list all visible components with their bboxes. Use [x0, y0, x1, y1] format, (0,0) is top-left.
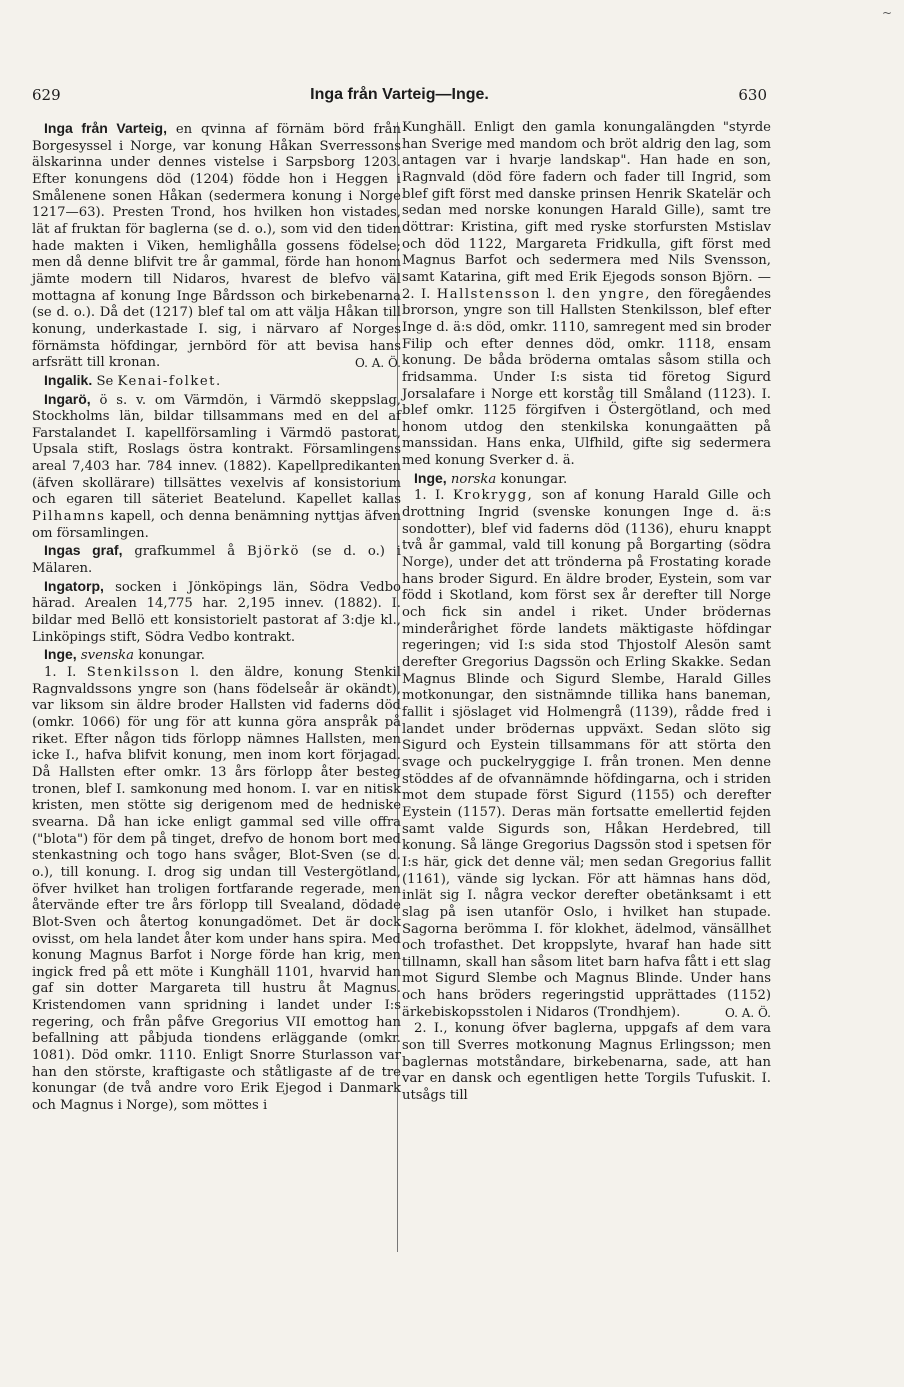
headword: Ingatorp, — [44, 577, 104, 594]
entry-text: kapell, och denna benämning nyttjas äfven om församlingen. — [32, 509, 401, 541]
running-title: Inga från Varteig—Inge. — [310, 86, 489, 103]
entry-number: 1. I. — [44, 665, 77, 680]
entry-text: den föregåendes brorson, yngre son till Hallsten Stenkilsson, blef efter Inge d. ä:s död, omkr. 1110, samregent med sin broder Filip och efter dennes död, omkr. 1118, ensam konung. De båda bröderna omtalas såsom stilla och fridsamma. Under I:s sista tid företog Sigurd Jorsalafare i Norge ett korståg till Småland (1123). I. blef omkr. 1125 förgifven i Östergötland, och med honom utdog den stenkilska konungaätten på manssidan. Hans enka, Ulfhild, gifte sig sedermera med konung Sverker d. ä. — [402, 286, 771, 469]
headword: Inga från Varteig, — [44, 120, 167, 136]
italic-term: svenska — [80, 648, 135, 664]
page-number-left: 629 — [32, 86, 61, 104]
entry-ingalik — [32, 372, 401, 391]
entry-inge-krokrygg — [402, 488, 771, 1021]
entry-continuation — [402, 120, 771, 470]
entry-text: Se — [96, 373, 114, 389]
headword: Ingarö, — [44, 390, 91, 407]
page-header — [32, 86, 767, 106]
entry-text: l. — [547, 286, 556, 302]
author-signature: O. A. Ö. — [724, 1005, 771, 1020]
entry-text: konungar. — [138, 648, 205, 664]
entry-inge-1 — [32, 665, 401, 1115]
entry-text: l. den äldre, konung Stenkil Ragnvaldssons yngre son (hans födelseår är okändt), var liksom sin äldre broder Hallsten vid faderns död (omkr. 1066) för ung för att kunna göra anspråk på riket. Efter någon tids förlopp nämnes Hallsten, men icke I., hafva blifvit konung, men inom kort förjagad. Då Hallsten efter omkr. 13 års förlopp åter besteg tronen, blef I. samkonung med honom. I. var en nitisk kristen, men stötte sig derigenom med de hedniske svearna. Då han icke enligt gammal sed ville offra ("blota") för dem på tinget, drefvo de honom bort med stenkastning och togo hans svåger, Blot-Sven (se d. o.), till konung. I. drog sig undan till Vestergötland, öfver hvilket han troligen fortfarande regerade, men återvände efter tre års förlopp till Svealand, dödade Blot-Sven och återtog konungadömet. Det är dock ovisst, om hela landet åter kom under hans spira. Med konung Magnus Barfot i Norge förde han krig, men ingick fred på ett möte i Kunghäll 1101, hvarvid han gaf sin dotter Margareta till hustru åt Magnus. Kristendomen vann spridning i landet under I:s regering, och från påfve Gregorius VII emottog han befallning att påbjuda tiondens erläggande (omkr. 1081). Död omkr. 1110. Enligt Snorre Sturlasson var han den störste, kraftigaste och ståtligaste af de tre konungar (de två andre voro Erik Ejegod i Danmark och Magnus i Norge), som möttes i — [32, 665, 401, 1114]
entry-text: ö s. v. om Värmdön, i Värmdö skeppslag, Stockholms län, bildar tillsammans med en del af Farstalandet I. kapellförsamling i Värmdö pastorat, Upsala stift, Roslags östra kontrakt. Församlingens areal 7,403 har. 784 innev. (1882). Kapellpredikanten (äfven skollärare) tillsättes vexelvis af konsistorium och egaren till säteriet Beatelund. Kapellet kallas — [32, 392, 401, 508]
entry-inge-svenska — [32, 646, 401, 665]
entry-text: (se d. o.) i Mälaren. — [32, 544, 401, 577]
entry-text: son af konung Harald Gille och drottning Ingrid (svenske konungen Inge d. ä:s sondotter), blef vid faderns död (1136), ehuru knappt två år gammal, vald till konung på Borgarting (södra Norge), under det att trönderna på Frostating korade hans broder Sigurd. En äldre broder, Eystein, som var född i Skotland, kom först sex år derefter till Norge och fick sin andel i riket. Under brödernas minderårighet förde landets mäktigaste höfdingar regeringen; vid I:s sida stod Thjostolf Alesön samt derefter Gregorius Dagssön och Erling Skakke. Sedan Magnus Blinde och Sigurd Slembe, Harald Gilles motkonungar, den sistnämnde tillika hans baneman, fallit i sjöslaget vid Holmengrå (1139), rådde fred i landet under brödernas uppväxt. Sedan slöto sig Sigurd och Eystein tillsammans för att störta den svage och puckelryggige I. från tronen. Men denne stöddes af de ofvannämnde höfdingarna, och i striden mot dem stupade först Sigurd (1155) och derefter Eystein (1157). Deras män fortsatte emellertid fejden samt valde Sigurds son, Håkan Herdebred, till konung. Så länge Gregorius Dagssön stod i spetsen för I:s här, gick det denne väl; men sedan Gregorius fallit (1161), vände sig lyckan. För att hämnas hans död, inlät sig I. några veckor derefter obetänksamt i ett slag på isen utanför Oslo, i hvilket han stupade. Sagorna berömma I. för klokhet, ädelmod, vänsällhet och trofasthet. Det kroppslyte, hvaraf han hade sitt tillnamn, skall han såsom litet barn hafva fått i ett slag mot Sigurd Slembe och Magnus Blinde. Under hans och hans bröders regeringstid upprättades (1152) ärkebiskopsstolen i Nidaros (Trondhjem). — [402, 488, 771, 1020]
entry-inge-2 — [402, 1021, 771, 1104]
entry-text: grafkummel å — [134, 544, 236, 560]
entry-ingaro — [32, 391, 401, 543]
author-signature: O. A. Ö. — [354, 356, 401, 371]
entry-number: 1. I. — [414, 488, 445, 504]
entry-ingas-graf — [32, 542, 401, 577]
headword: Ingalik. — [44, 371, 93, 388]
spaced-term: Krokrygg, — [452, 488, 534, 504]
headword: Inge, — [414, 469, 447, 486]
spaced-term: Pilhamns — [32, 509, 106, 525]
right-column — [402, 120, 771, 1105]
entry-text: socken i Jönköpings län, Södra Vedbo härad. Arealen 14,775 har. 2,195 innev. (1882). I. bildar med Bellö ett konsistorielt pastorat af 3:dje kl., Linköpings stift, Södra Vedbo kontrakt. — [32, 579, 401, 645]
entry-inge-norska — [402, 470, 771, 489]
entry-text: konungar. — [500, 471, 568, 487]
spaced-term: Stenkilsson — [86, 665, 181, 680]
spaced-term: Björkö — [246, 544, 300, 560]
entry-text: en qvinna af förnäm börd från Borgesyssel i Norge, var konung Håkan Sverressons älskarinna under dennes vistelse i Sarpsborg 1203. Efter konungens död (1204) födde hon i Heggen i Smålenene sonen Håkan (sedermera konung i Norge 1217—63). Presten Trond, hos hvilken hon vistades, lät af fruktan för baglerna (se d. o.), som vid den tiden hade makten i Viken, hemlighålla gossens födelse; men då denne blifvit tre år gammal, förde han honom jämte modern till Nidaros, hvarest de blefvo väl mottagna af konung Inge Bårdsson och birkebenarna (se d. o.). Då det (1217) blef tal om att välja Håkan till konung, underkastade I. sig, i närvaro af Norges förnämsta höfdingar, jernbörd för att bevisa hans arfsrätt till kronan. — [32, 122, 401, 371]
italic-term: norska — [450, 471, 497, 487]
spaced-term: den yngre, — [562, 286, 651, 302]
headword: Ingas graf, — [44, 542, 123, 559]
entry-inga — [32, 120, 401, 372]
left-column — [32, 120, 401, 1115]
headword: Inge, — [44, 646, 77, 663]
entry-text: 2. I., konung öfver baglerna, uppgafs af dem vara son till Sverres motkonung Magnus Erlingsson; men baglernas motståndare, birkebenarna, sade, att han var en dansk och egentligen hette Torgils Tufuskit. I. utsågs till — [402, 1021, 771, 1104]
entry-text: Kunghäll. Enligt den gamla konungalängden "styrde han Sverige med mandom och bröt aldrig den lag, som antagen var i hvarje landskap". Han hade en son, Ragnvald (död före fadern och fader till Ingrid, som blef gift först med danske prinsen Henrik Skatelär och sedan med norske konungen Harald Gille), samt tre döttrar: Kristina, gift med ryske storfursten Mstislav och död 1122, Margareta Fridkulla, gift först med Magnus Barfot och sedermera med Nils Svensson, samt Katarina, gift med Erik Ejegods sonson Björn. — 2. I. — [402, 120, 771, 302]
cross-reference: Kenai-folket. — [117, 373, 222, 389]
entry-ingatorp — [32, 578, 401, 647]
spaced-term: Hallstensson — [436, 286, 541, 302]
page-number-right: 630 — [738, 86, 767, 104]
corner-mark: ~ — [881, 6, 892, 20]
